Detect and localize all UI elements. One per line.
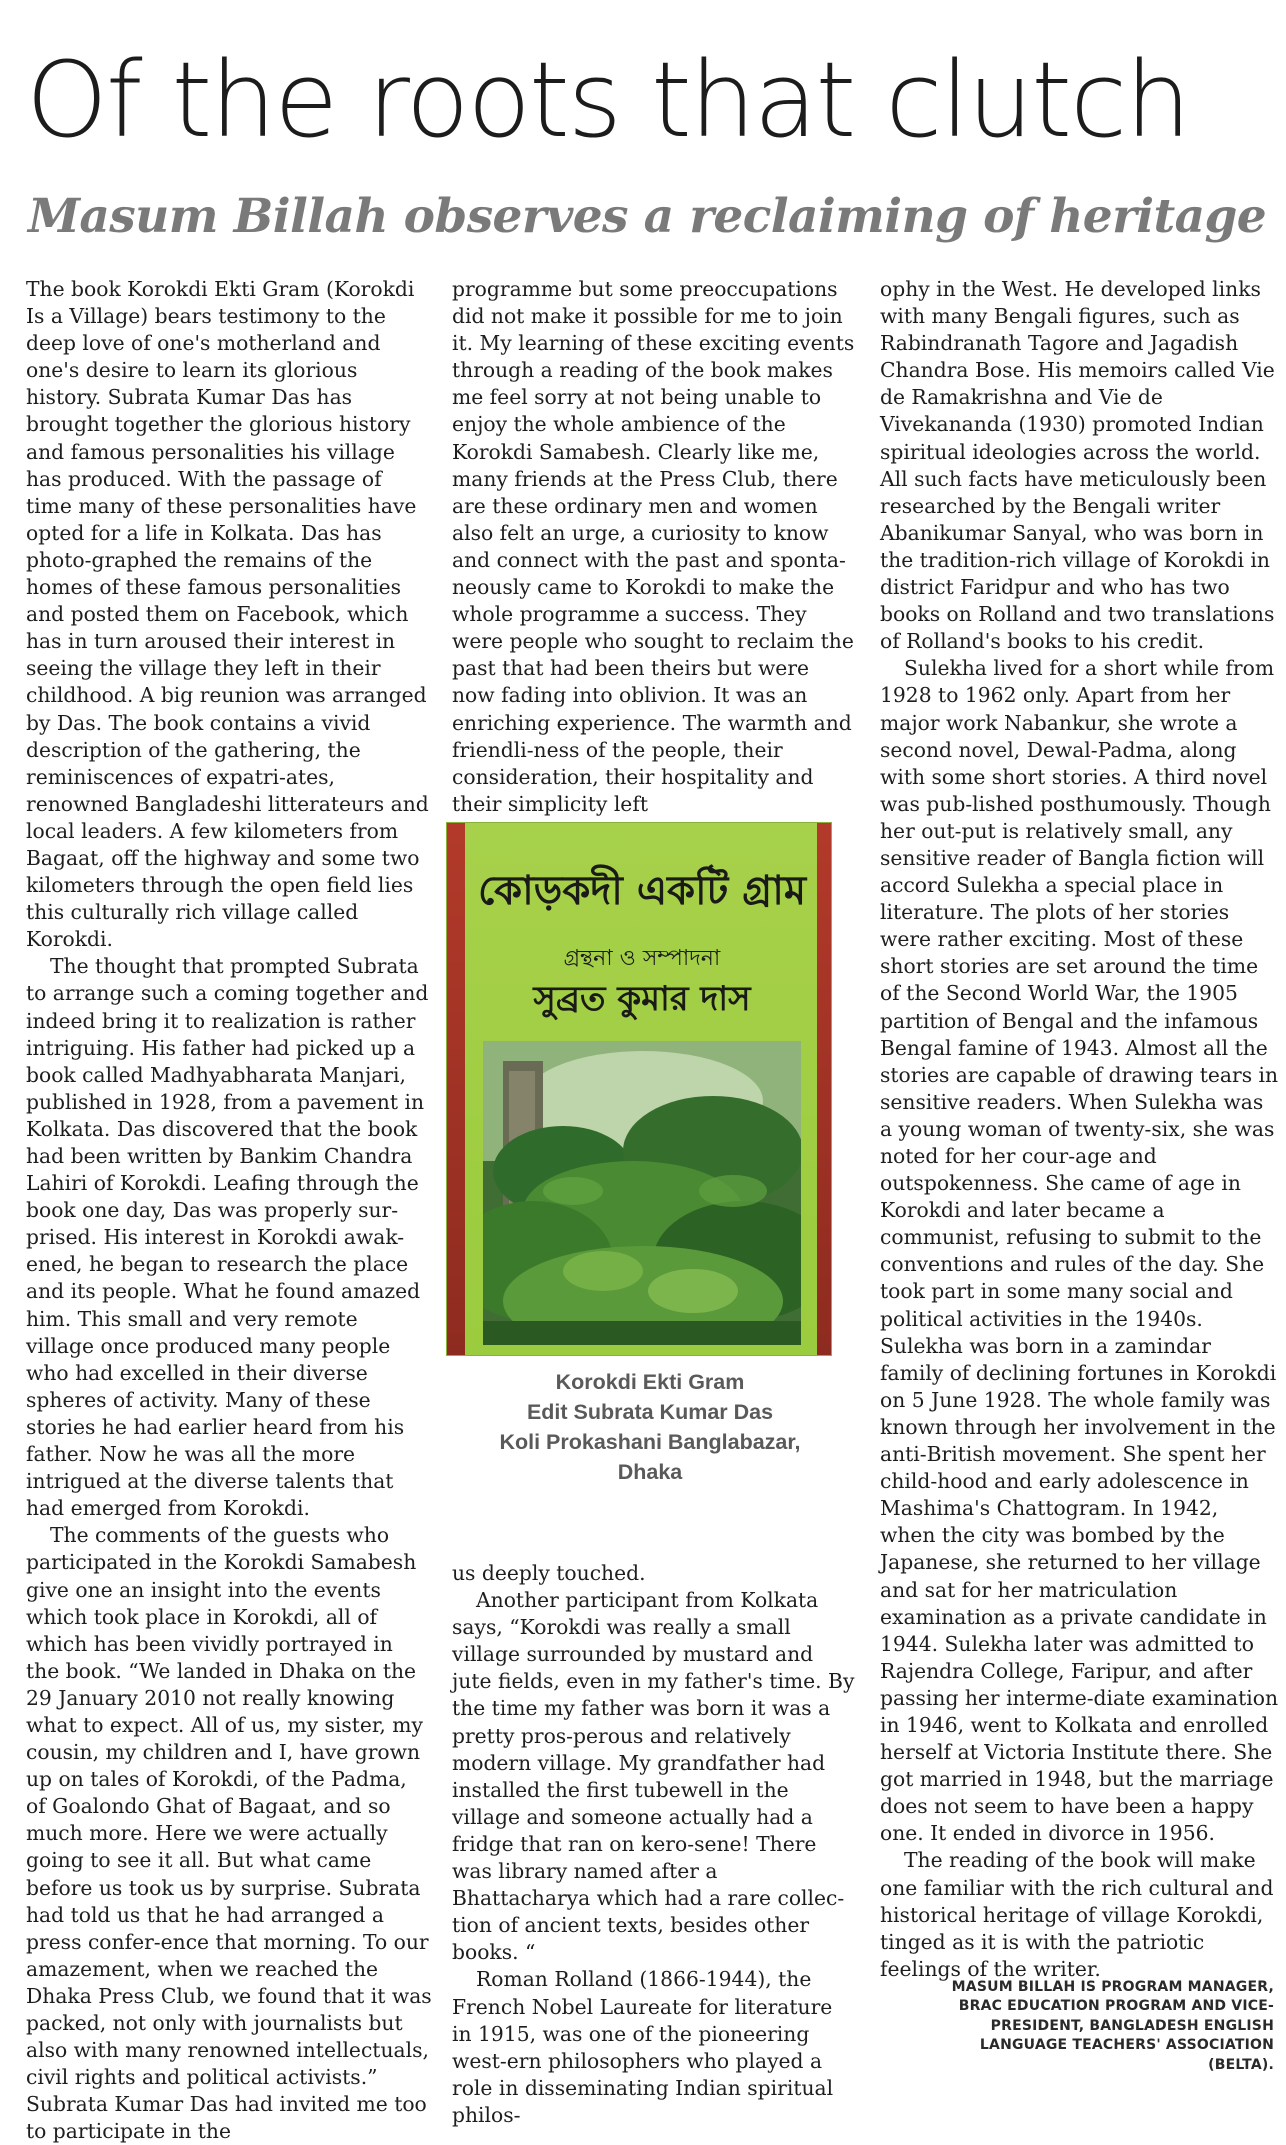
paragraph: Sulekha lived for a short while from 1928 to 1962 only. Apart from her major work Nabankur, she wrote a second novel, Dewal-Padma, along with some short stories. A third novel was pub-lished posthumously. Though her out-put is relatively small, any sensitive reader of Bangla fiction will accord Sulekha a special place in literature. The plots of her stories were rather exciting. Most of these short stories are set around the time of the Second World War, the 1905 partition of Bengal and the infamous Bengal famine of 1943. Almost all the stories are capable of drawing tears in sensitive readers. When Sulekha was a young woman of twenty-six, she was noted for her cour-age and outspokenness. She came of age in Korokdi and later became a communist, refusing to submit to the conventions and rules of the day. She took part in some many social and political activities in the 1940s. Sulekha was born in a zamindar family of declining fortunes in Korokdi on 5 June 1928. The whole family was known through her involvement in the anti-British movement. She spent her child-hood and early adolescence in Mashima's Chattogram. In 1942, when the city was bombed by the Japanese, she returned to her village and sat for her matriculation examination as a private candidate in 1944. Sulekha later was admitted to Rajendra College, Faripur, and after passing her interme-diate examination in 1946, went to Kolkata and enrolled herself at Victoria Institute there. She got married in 1948, but the marriage does not seem to have been a happy one. It ended in divorce in 1956.: [880, 656, 1279, 1846]
book-caption: [452, 1367, 848, 1487]
bio-line: LANGUAGE TEACHERS' ASSOCIATION: [979, 2037, 1274, 2054]
bio-line: BRAC EDUCATION PROGRAM AND VICE-: [958, 1998, 1274, 2015]
cover-spine-stripe: [447, 823, 465, 1355]
paragraph: programme but some preoccupations did not make it possible for me to join it. My learning of these exciting events through a reading of the book makes me feel sorry at not being unable to enjoy the whole ambience of the Korokdi Samabesh. Clearly like me, many friends at the Press Club, there are these ordinary men and women also felt an urge, a curiosity to know and connect with the past and sponta-neously came to Korokdi to make the whole programme a success. They were people who sought to reclaim the past that had been theirs but were now fading into oblivion. It was an enriching experience. The warmth and friendli-ness of the people, their consideration, their hospitality and their simplicity left: [452, 277, 855, 816]
book-cover-image: [446, 822, 832, 1356]
headline: Of the roots that clutch: [26, 39, 1190, 161]
cover-forest-photo: [483, 1041, 801, 1345]
bio-line: (BELTA).: [1208, 2056, 1274, 2073]
article-column-2-top: [452, 276, 858, 818]
paragraph: The reading of the book will make one familiar with the rich cultural and historical heritage of village Korokdi, tinged as it is with the patriotic feelings of the writer.: [880, 1848, 1274, 1981]
paragraph: The book Korokdi Ekti Gram (Korokdi Is a Village) bears testimony to the deep love of one's motherland and one's desire to learn its glorious history. Subrata Kumar Das has brought together the glorious history and famous personalities his village has produced. With the passage of time many of these personalities have opted for a life in Kolkata. Das has photo-graphed the remains of the homes of these famous personalities and posted them on Facebook, which has in turn aroused their interest in seeing the village they left in their childhood. A big reunion was arranged by Das. The book contains a vivid description of the gathering, the reminiscences of expatri-ates, renowned Bangladeshi litterateurs and local leaders. A few kilometers from Bagaat, off the highway and some two kilometers through the open field lies this culturally rich village called Korokdi.: [26, 277, 429, 952]
caption-editor: Edit Subrata Kumar Das: [526, 1400, 774, 1424]
paragraph: ophy in the West. He developed links with many Bengali figures, such as Rabindranath Tagore and Jagadish Chandra Bose. His memoirs called Vie de Ramakrishna and Vie de Vivekananda (1930) promoted Indian spiritual ideologies across the world. All such facts have meticulously been researched by the Bengali writer Abanikumar Sanyal, who was born in the tradition-rich village of Korokdi in district Faridpur and who has two books on Rolland and two translations of Rolland's books to his credit.: [880, 277, 1275, 654]
paragraph: Roman Rolland (1866-1944), the French Nobel Laureate for literature in 1915, was one of the pioneering west-ern philosophers who played a role in disseminating Indian spiritual philos-: [452, 1967, 834, 2127]
paragraph: us deeply touched.: [452, 1561, 646, 1585]
caption-publisher: Koli Prokashani Banglabazar,: [499, 1430, 801, 1454]
cover-subtitle: গ্রন্থনা ও সম্পাদনা: [563, 946, 721, 971]
forest-illustration: [483, 1041, 801, 1345]
subheadline: Masum Billah observes a reclaiming of heritage: [28, 189, 1267, 244]
article-column-2-bottom: [452, 1560, 858, 2129]
cover-edge-stripe: [817, 823, 831, 1355]
bio-line: PRESIDENT, BANGLADESH ENGLISH: [990, 2017, 1274, 2034]
cover-title: কোড়কদী একটি গ্রাম: [477, 868, 807, 914]
caption-title: Korokdi Ekti Gram: [555, 1370, 745, 1394]
cover-author: সুব্রত কুমার দাস: [533, 979, 751, 1019]
paragraph: The thought that prompted Subrata to arrange such a coming together and indeed bring it to realization is rather intriguing. His father had picked up a book called Madhyabharata Manjari, published in 1928, from a pavement in Kolkata. Das discovered that the book had been written by Bankim Chandra Lahiri of Korokdi. Leafing through the book one day, Das was properly sur-prised. His interest in Korokdi awak-ened, he began to research the place and its people. What he found amazed him. This small and very remote village once produced many people who had excelled in their diverse spheres of activity. Many of these stories he had earlier heard from his father. Now he was all the more intrigued at the diverse talents that had emerged from Korokdi.: [26, 954, 429, 1521]
paragraph: Another participant from Kolkata says, “Korokdi was really a small village surrounded by mustard and jute fields, even in my father's time. By the time my father was born it was a pretty pros-perous and relatively modern village. My grandfather had installed the first tubewell in the village and someone actually had a fridge that ran on kero-sene! There was library named after a Bhattacharya which had a rare collec-tion of ancient texts, besides other books. “: [452, 1588, 855, 1965]
article-column-1: [26, 276, 432, 2145]
author-bio: [880, 1978, 1274, 2075]
paragraph: The comments of the guests who participated in the Korokdi Samabesh give one an insight into the events which took place in Korokdi, all of which has been vividly portrayed in the book. “We landed in Dhaka on the 29 January 2010 not really knowing what to expect. All of us, my sister, my cousin, my children and I, have grown up on tales of Korokdi, of the Padma, of Goalondo Ghat of Bagaat, and so much more. Here we were actually going to see it all. But what came before us took us by surprise. Subrata had told us that he had arranged a press confer-ence that morning. To our amazement, when we reached the Dhaka Press Club, we found that it was packed, not only with journalists but also with many renowned intellectuals, civil rights and political activists.” Subrata Kumar Das had invited me too to participate in the: [26, 1523, 432, 2144]
article-column-3: [880, 276, 1280, 1983]
caption-city: Dhaka: [617, 1460, 683, 1484]
bio-line: MASUM BILLAH IS PROGRAM MANAGER,: [951, 1979, 1274, 1995]
